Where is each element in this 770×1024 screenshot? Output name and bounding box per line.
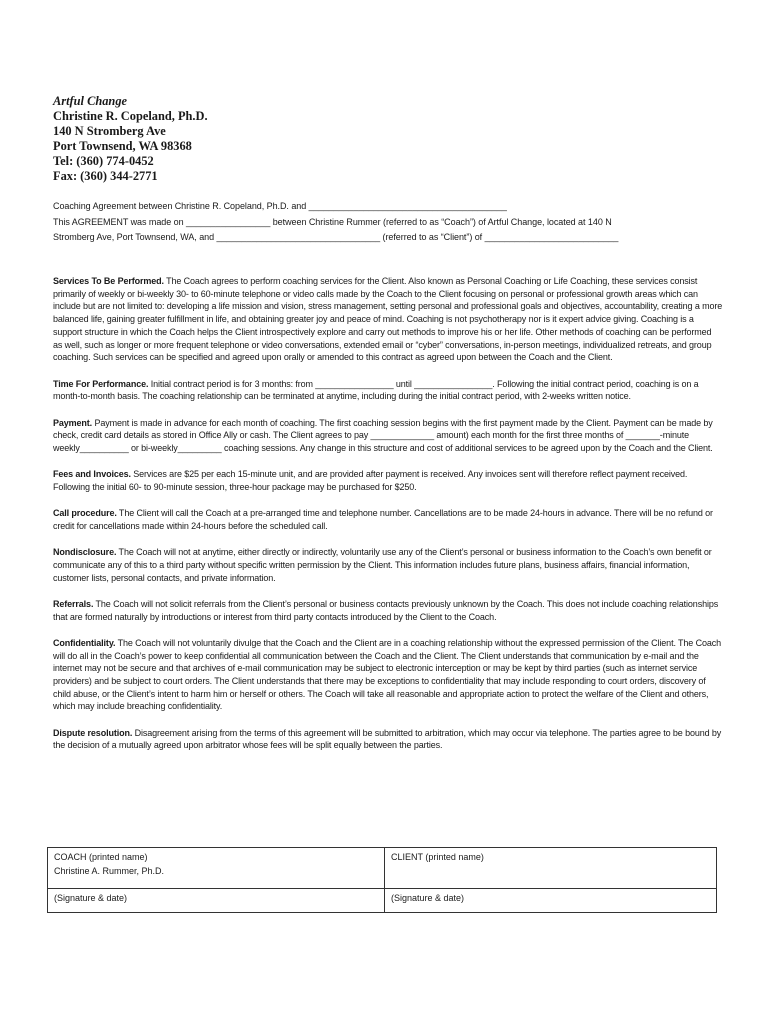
section-heading: Services To Be Performed. [53, 276, 164, 286]
telephone: Tel: (360) 774-0452 [53, 154, 154, 168]
city-address: Port Townsend, WA 98368 [53, 139, 192, 153]
section-heading: Fees and Invoices. [53, 469, 131, 480]
coach-name-label: COACH (printed name) [54, 852, 148, 862]
section-heading: Call procedure. [53, 508, 117, 519]
intro-line: This AGREEMENT was made on _________________ between Christine Rummer (referred to as “Coach”) of Artful Change, located at 140 N [53, 216, 612, 227]
signature-table [47, 847, 717, 913]
agreement-intro [53, 199, 723, 246]
intro-line: Stromberg Ave, Port Townsend, WA, and _________________________________ (referred to as “Client”) of ___________________________ [53, 232, 619, 242]
section-heading: Referrals. [53, 598, 94, 609]
section-heading: Nondisclosure. [53, 547, 117, 558]
client-signature-label: (Signature & date) [391, 893, 465, 904]
section-time [53, 378, 723, 403]
coach-name: Christine R. Copeland, Ph.D. [53, 109, 208, 123]
signature-row-names [48, 848, 717, 889]
coach-signature-cell[interactable] [48, 889, 385, 913]
section-fees [53, 468, 723, 493]
section-text: Disagreement arising from the terms of this agreement will be submitted to arbitration, which may occur via telephone. The parties agree to be bound by the decision of a mutually agreed upon arbitrator whose fees will be split equally between the parties. [53, 727, 722, 751]
section-confidentiality [53, 637, 723, 713]
section-nondisclosure [53, 546, 723, 584]
section-text: The Coach will not solicit referrals from the Client’s personal or business contacts previously unknown by the Coach. This does not include coaching relationships that are formed naturally by introductions or interest from third party contacts introduced by the Client to the Coach. [53, 598, 719, 622]
section-payment [53, 417, 723, 455]
section-call [53, 507, 723, 532]
client-name-label: CLIENT (printed name) [391, 852, 484, 862]
letterhead [53, 94, 208, 184]
section-text: Payment is made in advance for each month of coaching. The first coaching session begins with the first payment made by the Client. Payment can be made by check, credit card details as stored in Office Ally or cash. The Client agrees to pay _____________ amount) each month for the first three months of _______-minute weekly__________ or bi-weekly_________ coaching sessions. Any change in this structure and cost of additional services to be agreed upon by the Coach and the Client. [53, 417, 713, 453]
coach-printed-name: Christine A. Rummer, Ph.D. [54, 866, 165, 876]
section-heading: Payment. [53, 417, 93, 428]
company-name: Artful Change [53, 94, 128, 108]
intro-line: Coaching Agreement between Christine R. Copeland, Ph.D. and ________________________________________ [53, 201, 507, 211]
section-text: Services are $25 per each 15-minute unit, and are provided after payment is received. Any invoices sent will therefore reflect payment received. Following the initial 60- to 90-minute session, three-hour package may be purchased for $250. [53, 469, 688, 492]
fax: Fax: (360) 344-2771 [53, 169, 158, 183]
section-text: Initial contract period is for 3 months: from ________________ until ________________. Following the initial contract period, coaching is on a month-to-month basis. The coaching relationship can be terminated at anytime, including during the initial contract period, with 2-weeks written notice. [53, 378, 699, 402]
coach-signature-label: (Signature & date) [54, 893, 128, 904]
street-address: 140 N Stromberg Ave [53, 124, 166, 138]
signature-row-signatures [48, 889, 717, 913]
coach-name-cell[interactable] [48, 848, 385, 889]
section-heading: Time For Performance. [53, 378, 149, 389]
client-signature-cell[interactable] [385, 889, 717, 913]
section-text: The Coach will not voluntarily divulge that the Coach and the Client are in a coaching relationship without the expressed permission of the Client. The Coach will do all in the Coach’s power to keep confidential all communication between the Coach and the Client. The Client understands that communication by e-mail and the internet may not be secure and that archives of e-mail communication may be subject to electronic interception or may be kept by third parties (such as internet service providers) and be subject to court orders. The Client understands that there may be exceptions to confidentiality that may include responding to court orders, discovery of child abuse, or the Client’s intent to harm him or herself or others. The Coach will take all reasonable and appropriate action to protect the welfare of the Client and others, which may include breaching confidentiality. [53, 637, 721, 712]
section-heading: Confidentiality. [53, 637, 116, 648]
section-text: The Coach will not at anytime, either directly or indirectly, voluntarily use any of the Client’s personal or business information to the Coach’s own benefit or communicate any of this to a third party without specific written permission by the Client. This information includes future plans, business affairs, financial information, customer lists, personal contacts, and private information. [53, 547, 712, 583]
agreement-sections [53, 275, 723, 766]
section-dispute [53, 727, 723, 752]
section-heading: Dispute resolution. [53, 727, 133, 738]
client-name-cell[interactable] [385, 848, 717, 889]
section-services [53, 275, 723, 364]
section-referrals [53, 598, 723, 623]
section-text: The Client will call the Coach at a pre-arranged time and telephone number. Cancellations are to be made 24-hours in advance. There will be no refund or credit for cancellations made within 24-hours before the scheduled call. [53, 508, 713, 531]
section-text: The Coach agrees to perform coaching services for the Client. Also known as Personal Coaching or Life Coaching, these services consist primarily of weekly or bi-weekly 30- to 60-minute telephone or video calls made by the Coach to the Client focusing on personal or professional growth areas which can include but are not limited to: developing a life mission and vision, stress management, setting personal and professional goals and objectives, accountability, creating a more balanced life, gaining greater fulfillment in life, and obtaining greater joy and peace of mind. Coaching is not psychotherapy nor is it expert advice giving. Coaching is a support structure in which the Coach helps the Client introspectively explore and carry out methods to improve his or her life. Other methods of coaching can be performed as well, such as longer or more frequent telephone or video conversations, extended email or “cyber” conversations, in-person meetings, individualized retreats, and group coaching. Such services can be specified and agreed upon orally or amended to this contract as agreed upon between the Coach and the Client. [53, 276, 723, 363]
